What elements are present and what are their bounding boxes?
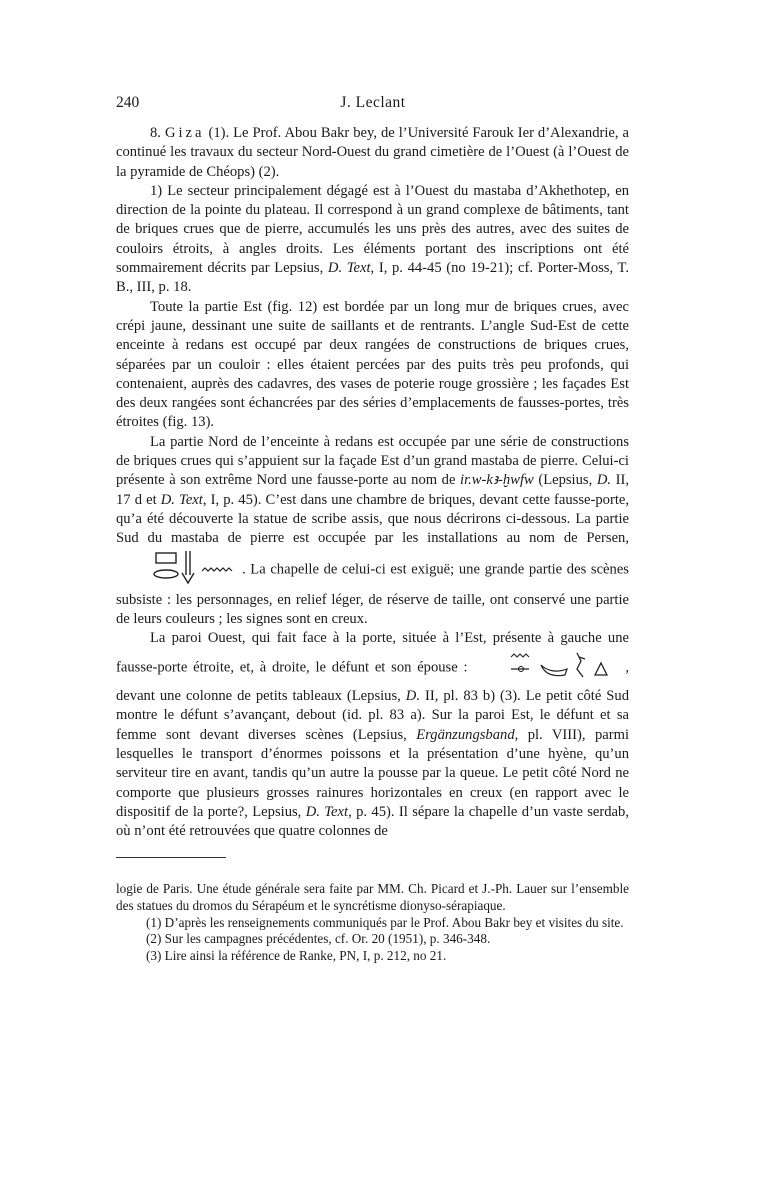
- paragraph-giza: 8. Giza (1). Le Prof. Abou Bakr bey, de l’Université Farouk Ier d’Alexandrie, a continué les travaux du secteur Nord-Ouest du grand cimetière de l’Ouest (à l’Ouest de la pyramide de Chéops) (2).: [116, 125, 629, 180]
- hieroglyph-wife-name: [473, 649, 625, 687]
- page-number: 240: [116, 94, 140, 111]
- footnote-rule: [116, 857, 226, 858]
- running-head: J. Leclant: [340, 94, 406, 111]
- footnote-1: (1) D’après les renseignements communiqués par le Prof. Abou Bakr bey et visites du site.: [146, 914, 624, 930]
- hieroglyph-persen-name: [116, 549, 242, 591]
- paragraph-north-part: La partie Nord de l’enceinte à redans est occupée par une série de constructions de briques crues qui s’appuient sur la façade Est d’un grand mastaba de pierre. Celui-ci présente à son extrême Nord une fausse-porte au nom de ir.w-kꜣ-ḫwfw (Lepsius, D. II, 17 d et D. Text, I, p. 45). C’est dans une chambre de briques, devant cette fausse-porte, qu’a été découverte la statue de scribe assis, que nous décrirons ci-dessous. La partie Sud du mastaba de pierre est occupée par les installations au nom de Persen, . La chapelle de celui-ci est exiguë; une grande partie des scènes subsiste : les personnages, en relief léger, de réserve de taille, ont conservé une partie de leurs couleurs ; les signes sont en creux.: [116, 433, 630, 628]
- footnote-2: (2) Sur les campagnes précédentes, cf. Or. 20 (1951), p. 346-348.: [146, 931, 491, 947]
- paragraph-sector: 1) Le secteur principalement dégagé est à l’Ouest du mastaba d’Akhethotep, en direction de la pointe du plateau. Il correspond à un grand complexe de bâtiments, tant de briques crues que de pierre, accumulés les uns près des autres, avec des suites de couloirs étroits, à angles droits. Les éléments portant des inscriptions ont été sommairement décrits par Lepsius, D. Text, I, p. 44-45 (no 19-21); cf. Porter-Moss, T. B., III, p. 18.: [116, 182, 629, 296]
- main-text: [116, 124, 629, 841]
- footnote-continuation: logie de Paris. Une étude générale sera faite par MM. Ch. Picard et J.-Ph. Lauer sur l’ensemble des statues du dromos du Sérapéum et le syncrétisme dionyso-sérapiaque.: [116, 881, 629, 913]
- footnote-3: (3) Lire ainsi la référence de Ranke, PN, I, p. 212, no 21.: [146, 948, 447, 964]
- paragraph-east-part: Toute la partie Est (fig. 12) est bordée par un long mur de briques crues, avec crépi jaune, dessinant une suite de saillants et de rentrants. L’angle Sud-Est de cette enceinte à redans est occupé par deux rangées de constructions de briques crues, séparées par un couloir : elles étaient percées par des puits très peu profonds, qui contenaient, auprès des cadavres, des vases de poterie rouge grossière ; les façades Est des deux rangées sont échancrées par des séries d’emplacements de fausses-portes, très étroites (fig. 13).: [116, 298, 629, 431]
- footnotes: [116, 881, 629, 965]
- page-header: [116, 94, 630, 118]
- paragraph-west-wall: La paroi Ouest, qui fait face à la porte, située à l’Est, présente à gauche une fausse-porte étroite, et, à droite, le défunt et son épouse : , devant une colonne de petits tableaux (Lepsius, D. II, pl. 83 b) (3). Le petit côté Sud montre le défunt s’avançant, debout (id. pl. 83 a). Sur la paroi Est, le défunt et sa femme sont devant diverses scènes (Lepsius, Ergänzungsband, pl. VIII), parmi lesquelles le transport d’énormes poissons et la présentation d’une hyène, qu’un serviteur tire en avant, tandis qu’un autre la pousse par la queue. Le petit côté Nord ne comporte que plusieurs grosses rainures horizontales en creux (en rapport avec le dispositif de la porte?, Lepsius, D. Text, p. 45). Il sépare la chapelle d’un vaste serdab, où n’ont été retrouvées que quatre colonnes de: [116, 630, 630, 840]
